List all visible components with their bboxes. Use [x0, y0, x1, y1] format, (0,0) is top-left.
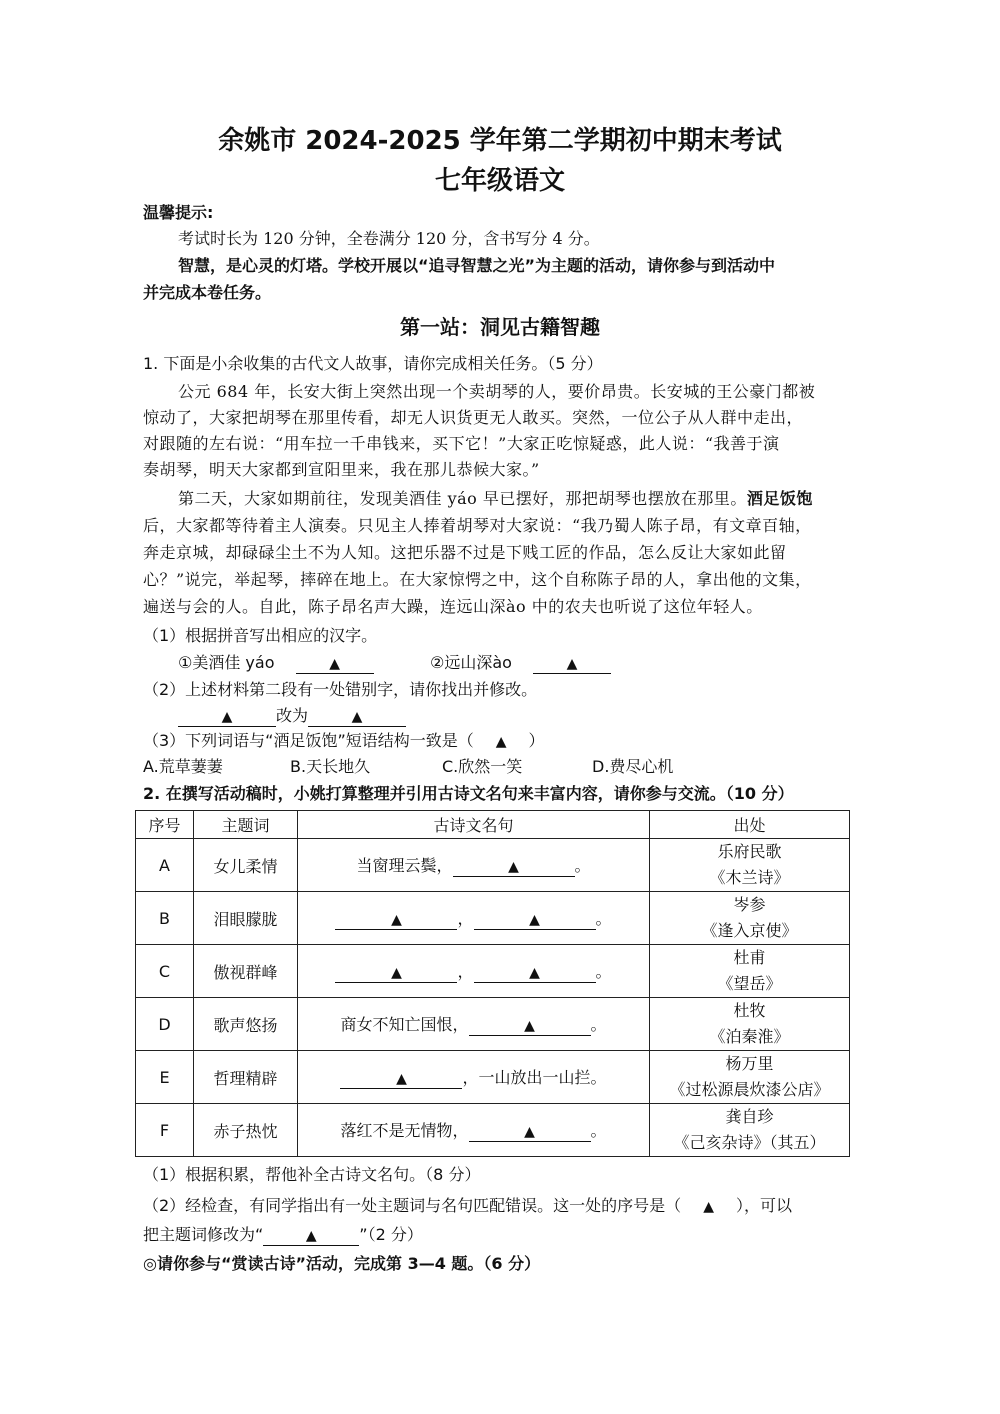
row-source [650, 839, 850, 892]
answer-blank[interactable] [474, 963, 596, 983]
q1-passage-line: 惊动了，大家把胡琴在那里传看，却无人识货更无人敢买。突然，一位公子从人群中走出， [143, 408, 804, 427]
q2-sub1: （1）根据积累，帮他补全古诗文名句。（8 分） [143, 1165, 481, 1184]
source-title: 《泊秦淮》 [709, 1027, 790, 1046]
q1-option-b[interactable]: B.天长地久 [290, 757, 371, 776]
row-source [650, 998, 850, 1051]
tips-line-2a: 智慧，是心灵的灯塔。学校开展以“追寻智慧之光”为主题的活动，请你参与到活动中 [178, 256, 776, 275]
line-mid: ， [457, 962, 474, 981]
row-line [298, 1051, 650, 1104]
row-theme: 泪眼朦胧 [194, 892, 298, 945]
line-post: 。 [590, 1121, 607, 1140]
q1-p2-bold-phrase: 酒足饭饱 [746, 489, 813, 508]
triangle-marker-icon: ▲ [529, 912, 540, 928]
table-header-row [136, 811, 850, 839]
q2-prompt: 2. 在撰写活动稿时，小姚打算整理并引用古诗文名句来丰富内容，请你参与交流。（10 分） [143, 784, 794, 803]
q1-sub1: （1）根据拼音写出相应的汉字。 [143, 626, 378, 645]
answer-blank[interactable] [340, 1069, 462, 1089]
q2-sub2-text: （2）经检查，有同学指出有一处主题词与名句匹配错误。这一处的序号是（ [143, 1196, 682, 1215]
triangle-marker-icon: ▲ [703, 1199, 714, 1215]
line-post: 。 [595, 909, 612, 928]
row-theme: 傲视群峰 [194, 945, 298, 998]
q1-sub2-answer [178, 703, 406, 727]
triangle-marker-icon: ▲ [524, 1124, 535, 1140]
q1-sub1-b [430, 650, 611, 674]
q1-sub3-end: ） [528, 731, 545, 750]
q34-prompt: ◎请你参与“赏读古诗”活动，完成第 3—4 题。（6 分） [143, 1254, 541, 1273]
row-theme: 歌声悠扬 [194, 998, 298, 1051]
row-theme: 哲理精辟 [194, 1051, 298, 1104]
triangle-marker-icon: ▲ [495, 734, 507, 750]
q1-sub1-a-label: ①美酒佳 yáo [178, 653, 275, 672]
poem-table [135, 810, 850, 1157]
row-id: C [136, 945, 194, 998]
q1-passage-line: 奏胡琴，明天大家都到宣阳里来，我在那儿恭候大家。” [143, 460, 540, 479]
answer-blank[interactable] [453, 857, 575, 877]
station-1-title: 第一站：洞见古籍智趣 [400, 315, 600, 339]
row-line [298, 892, 650, 945]
col-header: 古诗文名句 [298, 811, 650, 839]
row-id: E [136, 1051, 194, 1104]
row-id: F [136, 1104, 194, 1157]
q1-option-a[interactable]: A.荒草萋萋 [143, 757, 223, 776]
page-subtitle: 七年级语文 [434, 166, 565, 196]
q2-sub2-text: 把主题词修改为“ [143, 1225, 264, 1244]
row-line [298, 998, 650, 1051]
triangle-marker-icon: ▲ [529, 965, 540, 981]
row-source [650, 1104, 850, 1157]
q1-sub2: （2）上述材料第二段有一处错别字，请你找出并修改。 [143, 680, 538, 699]
row-source [650, 945, 850, 998]
triangle-marker-icon: ▲ [351, 709, 363, 725]
row-line [298, 945, 650, 998]
q2-sub2-text-end: ），可以 [735, 1196, 792, 1215]
line-mid: ，一山放出一山拦。 [462, 1068, 607, 1087]
source-author: 岑参 [733, 895, 766, 914]
table-row [136, 945, 850, 998]
tips-label: 温馨提示: [143, 203, 214, 222]
source-title: 《过松源晨炊漆公店》 [669, 1080, 830, 1099]
q1-passage-line: 公元 684 年，长安大街上突然出现一个卖胡琴的人，要价昂贵。长安城的王公豪门都被 [178, 382, 816, 401]
page-title: 余姚市 2024-2025 学年第二学期初中期末考试 [218, 126, 782, 156]
answer-blank[interactable] [533, 654, 611, 674]
row-source [650, 892, 850, 945]
q1-sub3 [143, 728, 545, 751]
answer-blank[interactable] [263, 1226, 359, 1246]
source-author: 乐府民歌 [717, 842, 782, 861]
answer-blank[interactable] [308, 707, 406, 727]
source-title: 《己亥杂诗》（其五） [673, 1133, 826, 1152]
line-pre: 商女不知亡国恨， [340, 1015, 469, 1034]
triangle-marker-icon: ▲ [329, 656, 340, 672]
tips-line-1: 考试时长为 120 分钟，全卷满分 120 分，含书写分 4 分。 [178, 229, 600, 248]
q1-passage-line: 奔走京城，却碌碌尘土不为人知。这把乐器不过是下贱工匠的作品，怎么反让大家如此留 [143, 543, 787, 562]
q1-option-d[interactable]: D.费尽心机 [592, 757, 674, 776]
source-title: 《望岳》 [717, 974, 782, 993]
answer-blank[interactable] [335, 963, 457, 983]
answer-blank[interactable] [469, 1122, 591, 1142]
col-header: 序号 [136, 811, 194, 839]
q1-passage-line: 遍送与会的人。自此，陈子昂名声大躁，连远山深ào 中的农夫也听说了这位年轻人。 [143, 597, 763, 616]
q1-passage-line: 对跟随的左右说：“用车拉一千串钱来，买下它！”大家正吃惊疑惑，此人说：“我善于演 [143, 434, 780, 453]
source-author: 杜甫 [733, 948, 766, 967]
row-id: A [136, 839, 194, 892]
source-title: 《逢入京使》 [701, 921, 798, 940]
q1-sub1-a [178, 650, 374, 674]
triangle-marker-icon: ▲ [391, 965, 402, 981]
q2-sub2-line2 [143, 1222, 423, 1246]
q2-sub2-text-end: ”（2 分） [359, 1225, 423, 1244]
row-id: B [136, 892, 194, 945]
source-author: 杜牧 [733, 1001, 766, 1020]
triangle-marker-icon: ▲ [524, 1018, 535, 1034]
q2-sub2 [143, 1193, 792, 1216]
answer-blank[interactable] [469, 1016, 591, 1036]
answer-blank[interactable] [178, 707, 276, 727]
q1-sub3-text: （3）下列词语与“酒足饭饱”短语结构一致是（ [143, 731, 474, 750]
line-post: 。 [574, 856, 591, 875]
line-mid: ， [457, 909, 474, 928]
source-author: 杨万里 [725, 1054, 774, 1073]
answer-blank[interactable] [296, 654, 374, 674]
table-row [136, 839, 850, 892]
col-header: 主题词 [194, 811, 298, 839]
q1-passage-line [178, 486, 813, 509]
q1-p2-text: 第二天，大家如期前往，发现美酒佳 yáo 早已摆好，那把胡琴也摆放在那里。 [178, 489, 747, 508]
line-pre: 当窗理云鬓， [356, 856, 453, 875]
q1-passage-line: 后，大家都等待着主人演奏。只见主人捧着胡琴对大家说：“我乃蜀人陈子昂，有文章百轴， [143, 516, 812, 535]
table-row [136, 1104, 850, 1157]
row-source [650, 1051, 850, 1104]
row-theme: 赤子热忱 [194, 1104, 298, 1157]
triangle-marker-icon: ▲ [396, 1071, 407, 1087]
q1-passage-line: 心？”说完，举起琴，摔碎在地上。在大家惊愕之中，这个自称陈子昂的人，拿出他的文集， [143, 570, 812, 589]
tips-line-2b: 并完成本卷任务。 [143, 283, 272, 302]
answer-blank[interactable] [474, 910, 596, 930]
table-row [136, 892, 850, 945]
q1-sub1-b-label: ②远山深ào [430, 653, 512, 672]
q1-option-c[interactable]: C.欣然一笑 [442, 757, 523, 776]
row-theme: 女儿柔情 [194, 839, 298, 892]
line-post: 。 [590, 1015, 607, 1034]
triangle-marker-icon: ▲ [566, 656, 578, 672]
source-title: 《木兰诗》 [709, 868, 790, 887]
row-id: D [136, 998, 194, 1051]
line-pre: 落红不是无情物， [340, 1121, 469, 1140]
table-row [136, 1051, 850, 1104]
q1-prompt: 1. 下面是小余收集的古代文人故事，请你完成相关任务。（5 分） [143, 354, 603, 373]
row-line [298, 1104, 650, 1157]
col-header: 出处 [650, 811, 850, 839]
triangle-marker-icon: ▲ [221, 709, 233, 725]
row-line [298, 839, 650, 892]
q1-sub2-mid: 改为 [276, 706, 309, 725]
triangle-marker-icon: ▲ [391, 912, 402, 928]
table-row [136, 998, 850, 1051]
triangle-marker-icon: ▲ [305, 1228, 317, 1244]
triangle-marker-icon: ▲ [508, 859, 519, 875]
source-author: 龚自珍 [725, 1107, 774, 1126]
line-post: 。 [595, 962, 612, 981]
answer-blank[interactable] [335, 910, 457, 930]
